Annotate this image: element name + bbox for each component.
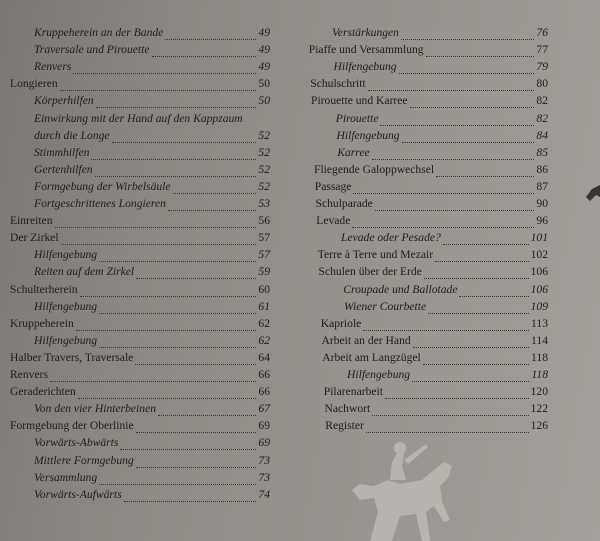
toc-entry-title: Schulparade (315, 197, 373, 210)
toc-leader-dots (380, 125, 534, 126)
toc-entry (314, 163, 548, 181)
toc-page-number: 74 (258, 487, 270, 501)
toc-page-number: 76 (536, 26, 548, 39)
toc-entry-title: Nachwort (324, 402, 371, 416)
toc-leader-dots (124, 501, 257, 502)
toc-entry-title: Der Zirkel (10, 231, 59, 245)
toc-entry-title: Reiten auf dem Zirkel (34, 265, 135, 279)
toc-entry-title: Verstärkungen (332, 26, 399, 39)
toc-page-number: 52 (258, 162, 270, 176)
toc-entry-title: Arbeit an der Hand (321, 333, 411, 347)
toc-entry (324, 385, 548, 403)
toc-entry-title: Gertenhilfen (34, 162, 93, 176)
toc-page-number: 102 (530, 248, 548, 262)
toc-leader-dots (352, 227, 534, 228)
toc-entry (347, 368, 548, 386)
horse-rider-silhouette-icon (330, 440, 480, 541)
toc-entry (322, 351, 548, 369)
toc-leader-dots (399, 73, 535, 74)
toc-leader-dots (385, 398, 529, 399)
toc-page-number: 113 (531, 316, 548, 330)
toc-entry (334, 60, 549, 78)
toc-entry-title: Schulschritt (310, 77, 366, 91)
toc-entry (336, 112, 548, 130)
toc-page-number: 49 (258, 26, 270, 39)
toc-entry-title: Terre à Terre und Mezair (317, 248, 434, 262)
toc-page-number: 106 (530, 282, 548, 296)
toc-entry (34, 334, 270, 352)
toc-entry-title: Kapriole (320, 316, 362, 330)
toc-entry-title: Formgebung der Wirbelsäule (34, 179, 171, 193)
toc-page-number: 64 (258, 350, 270, 364)
toc-leader-dots (375, 210, 535, 211)
toc-page-number: 66 (258, 368, 270, 381)
toc-entry-title: Pirouette und Karree (311, 94, 408, 108)
toc-leader-dots (136, 467, 257, 468)
toc-entry-title: Hilfengebung (34, 299, 98, 313)
toc-leader-dots (112, 142, 257, 143)
toc-leader-dots (413, 347, 529, 348)
toc-leader-dots (366, 432, 529, 433)
toc-page-number: 52 (258, 128, 270, 142)
toc-entry (10, 77, 270, 95)
toc-leader-dots (158, 415, 256, 416)
toc-entry-title: Formgebung der Oberlinie (10, 419, 134, 433)
toc-entry-title: Kruppeherein an der Bande (34, 26, 164, 39)
toc-entry (34, 265, 270, 283)
toc-entry-title: Arbeit am Langzügel (322, 350, 421, 364)
toc-page-number: 114 (531, 333, 548, 347)
toc-leader-dots (368, 90, 535, 91)
toc-leader-dots (96, 107, 257, 108)
toc-page-number: 52 (258, 179, 270, 193)
toc-entry (34, 43, 270, 61)
toc-leader-dots (78, 398, 257, 399)
toc-entry (321, 317, 548, 335)
toc-entry (34, 94, 270, 112)
toc-entry-title: Renvers (10, 368, 48, 381)
toc-entry (34, 454, 270, 472)
toc-entry (34, 129, 270, 147)
toc-leader-dots (95, 176, 257, 177)
toc-leader-dots (91, 159, 256, 160)
toc-leader-dots (423, 364, 529, 365)
toc-entry-title: Versammlung (34, 470, 98, 484)
toc-entry (343, 283, 548, 301)
toc-entry-title: Schulterherein (10, 282, 78, 296)
toc-entry-title: Levade oder Pesade? (341, 231, 441, 245)
toc-leader-dots (136, 278, 256, 279)
edge-ornament-icon (580, 175, 600, 215)
toc-entry-title: Traversale und Pirouette (34, 43, 150, 57)
toc-page-number: 118 (531, 350, 548, 364)
toc-entry (318, 248, 548, 266)
toc-entry-title: Schulen über der Erde (318, 265, 422, 279)
toc-entry (337, 146, 548, 164)
toc-leader-dots (428, 313, 529, 314)
toc-leader-dots (80, 296, 257, 297)
toc-entry-title: Hilfengebung (347, 368, 411, 381)
toc-entry (34, 60, 270, 78)
toc-leader-dots (363, 330, 529, 331)
toc-entry (34, 163, 270, 181)
toc-entry-title: Pirouette (335, 111, 379, 125)
toc-leader-dots (372, 415, 528, 416)
toc-page-number: 57 (258, 248, 270, 262)
toc-page-number: 80 (536, 77, 548, 91)
toc-page-number: 69 (258, 436, 270, 450)
toc-leader-dots (173, 193, 257, 194)
toc-entry (10, 368, 270, 386)
toc-entry (10, 419, 270, 437)
toc-entry (311, 94, 548, 112)
toc-leader-dots (76, 330, 257, 331)
toc-page-number: 101 (530, 231, 548, 245)
toc-page-number: 67 (258, 402, 270, 416)
toc-page-number: 62 (258, 316, 270, 330)
toc-page-number: 59 (258, 265, 270, 279)
toc-entry (316, 197, 549, 215)
toc-entry (34, 146, 270, 164)
toc-entry-title: Mittlere Formgebung (34, 453, 134, 467)
toc-entry (344, 300, 548, 318)
toc-page-number: 52 (258, 145, 270, 159)
toc-entry-title: Hilfengebung (336, 128, 400, 142)
toc-entry (10, 351, 270, 369)
toc-entry (34, 180, 270, 198)
toc-entry (341, 231, 548, 249)
toc-page-number: 82 (536, 94, 548, 108)
toc-leader-dots (412, 381, 529, 382)
toc-page-number: 85 (536, 145, 548, 159)
toc-leader-dots (60, 90, 257, 91)
toc-entry (10, 214, 270, 232)
toc-entry (319, 265, 549, 283)
toc-entry (10, 283, 270, 301)
toc-entry-title: Hilfengebung (34, 248, 98, 262)
toc-leader-dots (99, 313, 256, 314)
toc-page-number: 90 (536, 197, 548, 210)
toc-leader-dots (135, 364, 256, 365)
toc-leader-dots (73, 73, 256, 74)
toc-page-number: 50 (258, 94, 270, 108)
toc-page-number: 109 (530, 299, 548, 313)
toc-page-number: 56 (258, 214, 270, 228)
toc-entry (315, 180, 548, 198)
toc-page-number: 82 (536, 111, 548, 125)
toc-leader-dots (410, 107, 535, 108)
toc-page-number: 84 (536, 128, 548, 142)
toc-entry-title: Hilfengebung (34, 333, 98, 347)
toc-page-number: 49 (258, 43, 270, 57)
toc-page-number: 69 (258, 419, 270, 433)
toc-leader-dots (99, 484, 256, 485)
toc-page-number: 66 (258, 385, 270, 399)
toc-page-number: 120 (530, 385, 548, 399)
toc-page-number: 50 (258, 77, 270, 91)
toc-page-number: 96 (536, 214, 548, 228)
toc-entry (322, 334, 549, 352)
toc-entry-title: Pilarenarbeit (323, 385, 383, 399)
toc-page-number: 61 (258, 299, 270, 313)
toc-page-number: 60 (258, 282, 270, 296)
toc-leader-dots (55, 227, 257, 228)
toc-page-number: 49 (258, 60, 270, 74)
toc-entry-title: Hilfengebung (333, 60, 397, 74)
toc-page-number: 73 (258, 470, 270, 484)
toc-entry-title: Von den vier Hinterbeinen (34, 402, 157, 416)
toc-leader-dots (436, 176, 534, 177)
toc-leader-dots (152, 56, 257, 57)
toc-entry-title: Kruppeherein (10, 316, 74, 330)
toc-leader-dots (165, 39, 256, 40)
toc-leader-dots (120, 449, 256, 450)
toc-page-number: 79 (536, 60, 548, 74)
toc-entry-title: Fortgeschrittenes Longieren (34, 197, 166, 210)
toc-entry-title: Renvers (34, 60, 72, 74)
toc-leader-dots (61, 244, 257, 245)
toc-entry-title: Piaffe und Versammlung (308, 43, 424, 57)
toc-page-number: 77 (536, 43, 548, 57)
toc-leader-dots (401, 39, 534, 40)
toc-entry (332, 26, 548, 44)
toc-entry (34, 26, 270, 44)
toc-entry (310, 77, 548, 95)
toc-entry-title: Levade (316, 214, 351, 228)
toc-entry (316, 214, 548, 232)
toc-entry-title: Longieren (10, 77, 58, 91)
toc-entry-title: Geraderichten (10, 385, 76, 399)
toc-entry (337, 129, 549, 147)
toc-entry (34, 197, 270, 215)
toc-entry (309, 43, 548, 61)
toc-entry (10, 231, 270, 249)
toc-page-number: 53 (258, 197, 270, 210)
toc-leader-dots (353, 193, 534, 194)
toc-entry (10, 385, 270, 403)
toc-entry (34, 112, 270, 130)
toc-page-number: 73 (258, 453, 270, 467)
toc-entry-title: Einreiten (10, 214, 53, 228)
toc-page-number: 57 (258, 231, 270, 245)
toc-page-number: 86 (536, 162, 548, 176)
toc-entry-title: Stimmhilfen (34, 145, 90, 159)
toc-page-number: 87 (536, 179, 548, 193)
toc-entry-title: Vorwärts-Aufwärts (34, 487, 122, 501)
toc-entry (34, 402, 270, 420)
toc-leader-dots (372, 159, 535, 160)
toc-page-number: 122 (530, 402, 548, 416)
toc-entry (325, 402, 549, 420)
toc-entry (34, 248, 270, 266)
toc-entry-title: durch die Longe (34, 128, 110, 142)
toc-entry-title: Wiener Courbette (344, 299, 427, 313)
toc-entry-title: Register (325, 419, 364, 433)
toc-entry-title: Karree (337, 145, 370, 159)
toc-entry (34, 488, 270, 506)
toc-leader-dots (424, 278, 529, 279)
toc-page-number: 118 (531, 368, 548, 381)
toc-entry-title: Halber Travers, Traversale (10, 350, 134, 364)
toc-leader-dots (402, 142, 535, 143)
toc-entry (325, 419, 548, 437)
toc-leader-dots (99, 347, 256, 348)
toc-leader-dots (459, 296, 528, 297)
toc-leader-dots (168, 210, 256, 211)
toc-leader-dots (99, 261, 256, 262)
toc-leader-dots (443, 244, 529, 245)
toc-entry (34, 300, 270, 318)
toc-entry (34, 436, 270, 454)
toc-entry-title: Vorwärts-Abwärts (34, 436, 119, 450)
toc-page-number: 62 (258, 333, 270, 347)
toc-page-number: 106 (530, 265, 548, 279)
toc-leader-dots (426, 56, 535, 57)
toc-entry-title: Körperhilfen (34, 94, 94, 108)
toc-entry-title: Einwirkung mit der Hand auf den Kappzaum (34, 111, 243, 125)
toc-leader-dots (50, 381, 256, 382)
toc-entry-title: Passage (314, 179, 352, 193)
toc-entry-title: Croupade und Ballotade (343, 282, 458, 296)
toc-leader-dots (136, 432, 257, 433)
toc-entry (10, 317, 270, 335)
toc-entry-title: Fliegende Galoppwechsel (314, 162, 435, 176)
toc-entry (34, 471, 270, 489)
toc-leader-dots (435, 261, 529, 262)
toc-page-number: 126 (530, 419, 548, 433)
